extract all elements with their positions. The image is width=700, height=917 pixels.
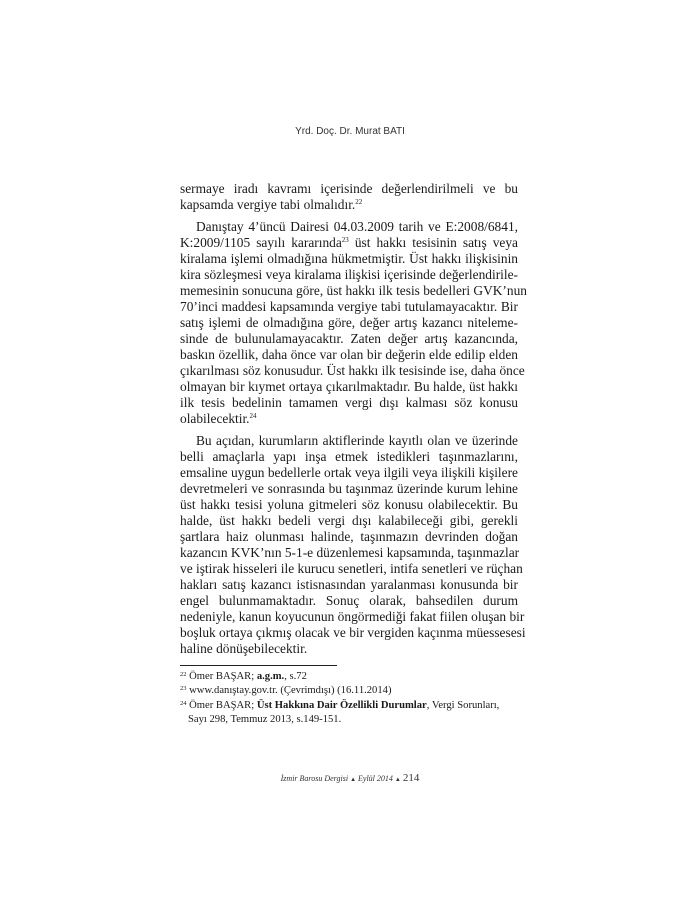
page-number: 214 — [402, 772, 420, 784]
footnote-ref[interactable]: 24 — [249, 412, 257, 420]
text-line: 70’inci maddesi kapsamında vergiye tabi tutulamayacaktır. Bir — [180, 299, 518, 314]
text-line: üst hakkı tesisi yoluna gitmeleri söz konusu olabilecektir. Bu — [180, 497, 518, 512]
text-line: nedeniyle, kanun koyucunun öngörmediği fakat fiilen oluşan bir — [180, 609, 525, 624]
footnote-divider — [180, 665, 337, 666]
footnote-23: $^{23}$ www.danıştay.gov.tr. (Çevrimdışı) (16.11.2014) — [180, 685, 392, 697]
text-line: memesinin sonucuna göre, üst hakkı ilk tesis bedelleri GVK’nun — [180, 283, 527, 298]
footnotes — [180, 670, 525, 728]
text-line: ve iştirak hisseleri ile kurucu senetleri, intifa senetleri ve rüçhan — [180, 561, 523, 576]
footnote-24: $^{24}$ Ömer BAŞAR; Üst Hakkına Dair Özellikli Durumlar, Vergi Sorunları, Sayı 298, Temmuz 2013, s.149-151. — [180, 699, 500, 726]
paragraph-2 — [180, 219, 527, 427]
text-line: kira sözleşmesi veya kiralama ilişkisi içerisinde değerlendirile- — [180, 267, 518, 282]
body-text — [180, 181, 527, 663]
footnote-22: $^{22}$ Ömer BAŞAR; a.g.m., s.72 — [180, 671, 307, 682]
text-line: şartlara haiz olunması halinde, taşınmazın devrinden doğan — [180, 529, 518, 544]
separator-icon: ▲ — [350, 777, 357, 783]
text-line: boşluk ortaya çıkmış olacak ve bir vergiden kaçınma müessesesi — [180, 625, 526, 640]
paragraph-3 — [180, 433, 526, 657]
text-line: emsaline uygun bedellerle ortak veya ilgili veya ilişkili kişilere — [180, 465, 518, 480]
text-line: haline dönüşebilecektir. — [180, 641, 308, 656]
text-line: devretmeleri ve sonrasında bu taşınmaz üzerinde kurum lehine — [180, 481, 518, 496]
text-line: baskın özellik, daha önce var olan bir değerin elde edilip elden — [180, 347, 518, 362]
text-line: Bu açıdan, kurumların aktiflerinde kayıtlı olan ve üzerinde — [196, 433, 518, 448]
text-line: olmayan bir kıymet ortaya çıkarılmaktadır. Bu halde, üst hakkı — [180, 379, 518, 394]
text-line: halde, üst hakkı bedeli vergi dışı kalabileceği gibi, gerekli — [180, 513, 518, 528]
text-line: ilk tesis bedelinin tamamen vergi dışı kalması söz konusu — [180, 395, 518, 410]
page-footer — [0, 772, 700, 784]
text-line: hakları satış kazancı istisnasından yaralanması konusunda bir — [180, 577, 518, 592]
text-line: satış işlemi de olmadığına göre, değer artış kazancı niteleme- — [180, 315, 518, 330]
text-line: engel bulunmamaktadır. Sonuç olarak, bahsedilen durum — [180, 593, 518, 608]
running-header: Yrd. Doç. Dr. Murat BATI — [295, 126, 405, 137]
text-line: olabilecektir.$^{24}$ — [180, 411, 257, 426]
separator-icon: ▲ — [394, 777, 401, 783]
journal-name: İzmir Barosu Dergisi — [280, 774, 349, 783]
text-line: belli amaçlarla yapı inşa etmek istedikleri taşınmazlarını, — [180, 449, 518, 464]
paragraph-1 — [180, 181, 518, 213]
issue-date: Eylül 2014 — [358, 774, 393, 783]
text-line: kazancın KVK’nın 5-1-e düzenlemesi kapsamında, taşınmazlar — [180, 545, 520, 560]
text-line: Danıştay 4’üncü Dairesi 04.03.2009 tarih ve E:2008/6841, — [196, 219, 518, 234]
text-line: sinde de bulunulamayacaktır. Zaten değer artış kazancında, — [180, 331, 518, 346]
text-line: çıkarılması söz konusudur. Üst hakkı ilk tesisinde ise, daha önce — [180, 363, 525, 378]
footnote-ref[interactable]: 23 — [341, 236, 349, 244]
text-line: K:2009/1105 sayılı kararında$^{23}$ üst hakkı tesisinin satış veya — [180, 235, 519, 250]
text-line: kiralama işlemi olmadığına hükmetmiştir. Üst hakkı ilişkisinin — [180, 251, 518, 266]
text-line: sermaye iradı kavramı içerisinde değerlendirilmeli ve bu — [180, 181, 518, 196]
footnote-ref[interactable]: 22 — [355, 198, 363, 206]
text-line: kapsamda vergiye tabi olmalıdır.$^{22}$ — [180, 197, 363, 212]
